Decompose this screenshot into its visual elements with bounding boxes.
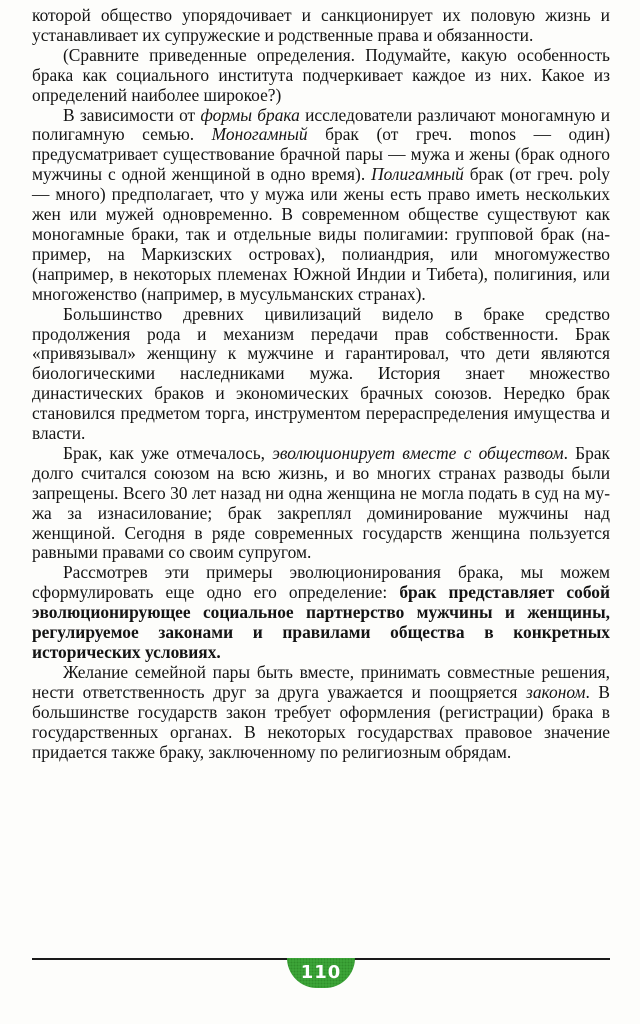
- text-run: брак (от греч. monos — один) предусматривает существование брачной пары — мужа и жены (брак одного мужчины с одной женщиной в одно время).: [32, 124, 610, 185]
- text-run: Большинство древних цивилизаций видело в браке средство продолжения рода и механизм передачи прав собственности. Брак «привязывал» женщину к мужчине и гарантировал, что дети являются биологическими наследниками мужа. История знает множество династических браков и экономических брачных союзов. Нередко брак становился предметом торга, инструментом перераспределения имущества и власти.: [32, 303, 610, 444]
- body-text: [32, 6, 610, 762]
- italic-term: Моногамный: [211, 124, 308, 145]
- text-run: Брак, как уже отмечалось,: [63, 442, 273, 463]
- text-run: . Брак долго считался союзом на всю жизнь, и во многих странах разводы были запрещены. Всего 30 лет назад ни одна женщина не могла подать в суд на мужа за изнасилование; брак закреплял доминирование мужчины над женщиной. Сегодня в ряде современных государств женщина пользуется равными правами со своим супругом.: [32, 442, 610, 563]
- italic-term: Полигамный: [371, 164, 464, 185]
- text-run: исследователи различают моногамную и полигамную семью.: [32, 104, 610, 145]
- text-run: Желание семейной пары быть вместе, принимать совместные решения, нести ответственность друг за друга уважается и поощряется: [32, 661, 610, 702]
- text-run: . В большинстве государств закон требует оформления (регистрации) брака в государственных органах. В некоторых государствах правовое значение придается также браку, заключенному по религиозным обрядам.: [32, 681, 610, 762]
- paragraph: [32, 563, 610, 663]
- page-number-badge: [287, 958, 355, 988]
- text-run: (Сравните приведенные определения. Подумайте, какую особенность брака как социального института подчеркивает каждое из них. Какое из определений наиболее широкое?): [32, 44, 610, 105]
- paragraph: [32, 106, 610, 305]
- paragraph: [32, 46, 610, 106]
- italic-term: эволюционирует вместе с обществом: [272, 442, 564, 463]
- paragraph: [32, 305, 610, 444]
- italic-term: формы брака: [200, 104, 300, 125]
- paragraph: [32, 6, 610, 46]
- text-run: Рассмотрев эти примеры эволюционирования брака, мы можем сформулировать еще одно его определение:: [32, 562, 610, 603]
- text-run: брак (от греч. poly — много) предполагает, что у мужа или жены есть право иметь нескольких жен или мужей одновременно. В современном обществе существуют как моногамные браки, так и отдельные виды полигамии: групповой брак (например, на Маркизских островах), полиандрия, или многомужество (например, в некоторых племенах Южной Индии и Тибета), полигиния, или многоженство (например, в мусульманских странах).: [32, 164, 610, 304]
- text-run: В зависимости от: [63, 104, 201, 125]
- italic-term: законом: [526, 681, 586, 702]
- page-number: 110: [300, 961, 342, 983]
- paragraph: [32, 663, 610, 763]
- bold-definition: брак представляет собой эволюционирующее социальное партнерство мужчины и женщины, регулируемое законами и правилами общества в конкретных исторических условиях.: [32, 582, 611, 662]
- text-run: которой общество упорядочивает и санкционирует их половую жизнь и устанавливает их супружеские и родственные права и обязанности.: [32, 5, 610, 45]
- paragraph: [32, 444, 610, 563]
